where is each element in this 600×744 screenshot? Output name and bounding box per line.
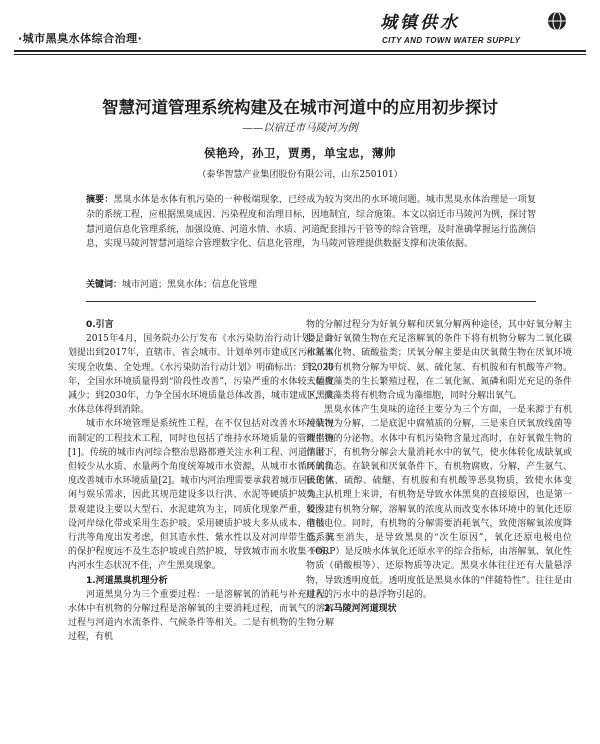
paragraph: 黑臭水体产生臭味的途径主要分为三个方面，一是来源于有机污染物为分解，二是底泥中腐殖质的分解，三是来自厌氧放线菌等微生物的分泌物。水体中有机污染物含量过高时，在好氧微生物的作用下，有机物分解会大量消耗水中的氧气，使水体转化成缺氧或厌氧状态。在缺氧和厌氧条件下，有机物腐败、分解，产生氨气、硫化氢、硫醇、硫醚、有机胺和有机酸等恶臭物质，致使水体变臭。从机理上来讲，有机物是导致水体黑臭的直接原因，也是第一要因。有机物分解，溶解氧的浓度从而改变水体环境中的氧化还原电极电位。同时，有机物的分解需要消耗氧气，致使溶解氧浓度降低，其至消失，是导致黑臭的“次生原因”，氧化还原电极电位（ORP）是反映水体氧化还原水平的综合指标，由溶解氧、氧化性物质（硝酸根等）、还原物质等决定。黑臭水体往往还有大量悬浮物，导致透明度低。透明度低是黑臭水体的“伴随特性”。往往是由排入的污水中的悬浮物引起的。	[306, 405, 572, 600]
journal-logo	[370, 8, 580, 54]
header-rule	[14, 50, 586, 52]
abstract-label: 摘要：	[86, 195, 114, 205]
paragraph: 河道黑臭分为三个重要过程：一是溶解氧的消耗与补充过程，水体中有机物的分解过程是溶解氧的主要消耗过程，而氧气的溶解过程与河道内水流条件、气候条件等相关。二是有机物的生物分解过程，有机	[68, 589, 334, 643]
article-affiliation: （泰华智慧产业集团股份有限公司，山东250101）	[197, 170, 403, 180]
section-heading: 1.河道黑臭机理分析	[86, 575, 168, 586]
journal-name-cn: 城镇供水	[380, 13, 460, 33]
abstract-text: 黑臭水体是水体有机污染的一种极端现象，已经成为较为突出的水环境问题。城市黑臭水体治理是一项复杂的系统工程，应根据黑臭成因、污染程度和治理目标，因地制宜，综合施策。本文以宿迁市马陵河为例，探讨智慧河道信息化管理系统，加强设施、河道水情、水质、河道配套排污干管等的综合管理，及时准确掌握运行监测信息，实现马陵河智慧河道综合管理数字化、信息化管理，为马陵河管理提供数据支撑和决策依据。	[86, 195, 537, 250]
body-column-left	[68, 318, 334, 645]
paragraph: 城市水环境管理是系统性工程，在不仅包括对改善水环境状况而制定的工程技术工程，同时也包括了维持水环境质量的管理措施[1]。传统的城市内河综合整治思路都遵关注水利工程、河道清淤、但较少从水质、水量两个角度统筹城市水资源，从城市水循环的角度改善城市水环境质量[2]。城市内河治理需要承载着城市居民的休闲与娱乐需求，因此其规范建设多以行洪、水泥等硬质护坡为主，景观建设主要以大型石、水泥建筑为主，同质化现象严重，较少建设河岸绿化带或采用生态护坡。采用硬质护坡大多从成本、清洁、行洪等角度出发考虑，但其造水性、紫水性以及对河岸带生态系统的保护程度远不及生态护坡或自然护坡，导致城市而水收集不畅，内河水生态状况不佳，产生黑臭现象。	[68, 419, 334, 572]
header-rule-thin	[14, 54, 586, 55]
globe-icon	[546, 10, 568, 32]
keywords	[86, 277, 536, 290]
body-column-right	[306, 318, 572, 616]
article-title: 智慧河道管理系统构建及在城市河道中的应用初步探讨	[102, 98, 498, 117]
section-heading: 0.引言	[86, 320, 114, 330]
keywords-text: 城市河道；黑臭水体；信息化管理	[122, 280, 258, 290]
journal-name-en: CITY AND TOWN WATER SUPPLY	[382, 36, 521, 45]
column-tag: ·城市黑臭水体综合治理·	[18, 32, 143, 45]
paragraph: 物的分解过程分为好氧分解和厌氧分解两种途径，其中好氧分解主要是由好氧微生物在充足溶解氧的条件下将有机物分解为二氧化碳和氮氧化物、硫酸盐类；厌氧分解主要是由厌氧微生物在厌氧环境下，将有机物分解为甲烷、氨、硫化氢、有机胺和有机酸等产物。三是微藻类的生长繁殖过程，在二氧化氮、氮磷和阳光充足的条件下，微藻类将有机物合成为藻细胞，同时分解出氧气。	[306, 320, 572, 402]
article-authors: 侯艳玲，孙卫，贾勇，单宝忠，薄帅	[204, 146, 396, 160]
paragraph: 2015年4月，国务院办公厅发布《水污染防治行动计划》，计划提出到2017年，直辖市、省会城市、计划单列市建成区污水基本实现全收集、全处理。《水污染防治行动计划》明确标出：到2020年，全国水环境质量得到“阶段性改善”，污染严重的水体较大幅度减少；到2030年，力争全国水环境质量总体改善，城市建成区黑臭水体总体得到消除。	[68, 334, 334, 416]
section-heading: 2.马陵河河道现状	[324, 604, 397, 615]
keywords-label: 关键词：	[86, 280, 123, 290]
article-subtitle: ——以宿迁市马陵河为例	[242, 122, 358, 134]
keywords-rule	[86, 301, 536, 302]
abstract	[86, 193, 536, 252]
